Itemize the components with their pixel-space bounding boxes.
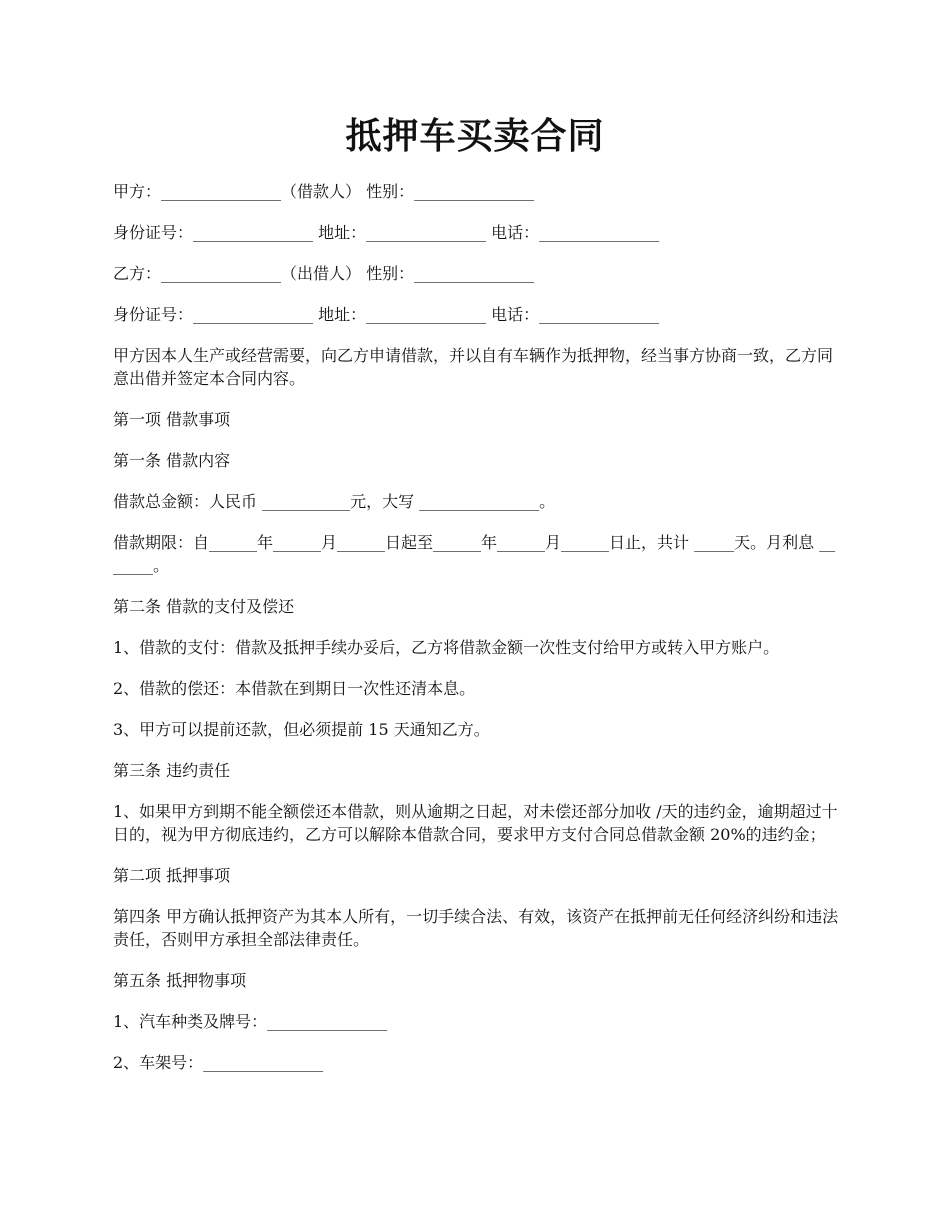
section-heading-1: 第一项 借款事项: [113, 410, 231, 429]
article-4-paragraph: 第四条 甲方确认抵押资产为其本人所有，一切手续合法、有效，该资产在抵押前无任何经济纠纷和违法责任，否则甲方承担全部法律责任。: [113, 907, 839, 949]
party-a-line: 甲方：_______________（借款人） 性别：_______________: [113, 182, 535, 201]
party-a-id-line: 身份证号：_______________ 地址：_______________ 电话：_______________: [113, 223, 660, 242]
article-heading-3: 第三条 违约责任: [113, 761, 231, 780]
party-b-id-line: 身份证号：_______________ 地址：_______________ 电话：_______________: [113, 305, 660, 324]
document-title: 抵押车买卖合同: [345, 115, 605, 157]
repayment-clause: 2、借款的偿还：本借款在到期日一次性还清本息。: [113, 679, 476, 698]
breach-clause: 1、如果甲方到期不能全额偿还本借款，则从逾期之日起，对未偿还部分加收 /天的违约金，逾期超过十日的，视为甲方彻底违约，乙方可以解除本借款合同，要求甲方支付合同总借款金额 20%的违约金；: [113, 802, 838, 844]
party-b-line: 乙方：_______________（出借人） 性别：_______________: [113, 264, 535, 283]
article-heading-2: 第二条 借款的支付及偿还: [113, 597, 295, 616]
vehicle-type-line: 1、汽车种类及牌号：_______________: [113, 1012, 388, 1031]
article-heading-5: 第五条 抵押物事项: [113, 971, 247, 990]
early-repayment-clause: 3、甲方可以提前还款，但必须提前 15 天通知乙方。: [113, 720, 490, 739]
loan-amount-line: 借款总金额：人民币 ___________元，大写 _______________。: [113, 492, 556, 511]
loan-term-line: 借款期限：自______年______月______日起至______年______月______日止，共计 _____天。月利息 _______。: [113, 533, 836, 575]
document-body: [113, 180, 841, 1092]
vehicle-frame-line: 2、车架号：_______________: [113, 1053, 324, 1072]
preamble-paragraph: 甲方因本人生产或经营需要，向乙方申请借款，并以自有车辆作为抵押物，经当事方协商一致，乙方同意出借并签定本合同内容。: [113, 346, 834, 388]
payment-clause: 1、借款的支付：借款及抵押手续办妥后，乙方将借款金额一次性支付给甲方或转入甲方账户。: [113, 638, 780, 657]
article-heading-1: 第一条 借款内容: [113, 451, 231, 470]
section-heading-2: 第二项 抵押事项: [113, 866, 231, 885]
